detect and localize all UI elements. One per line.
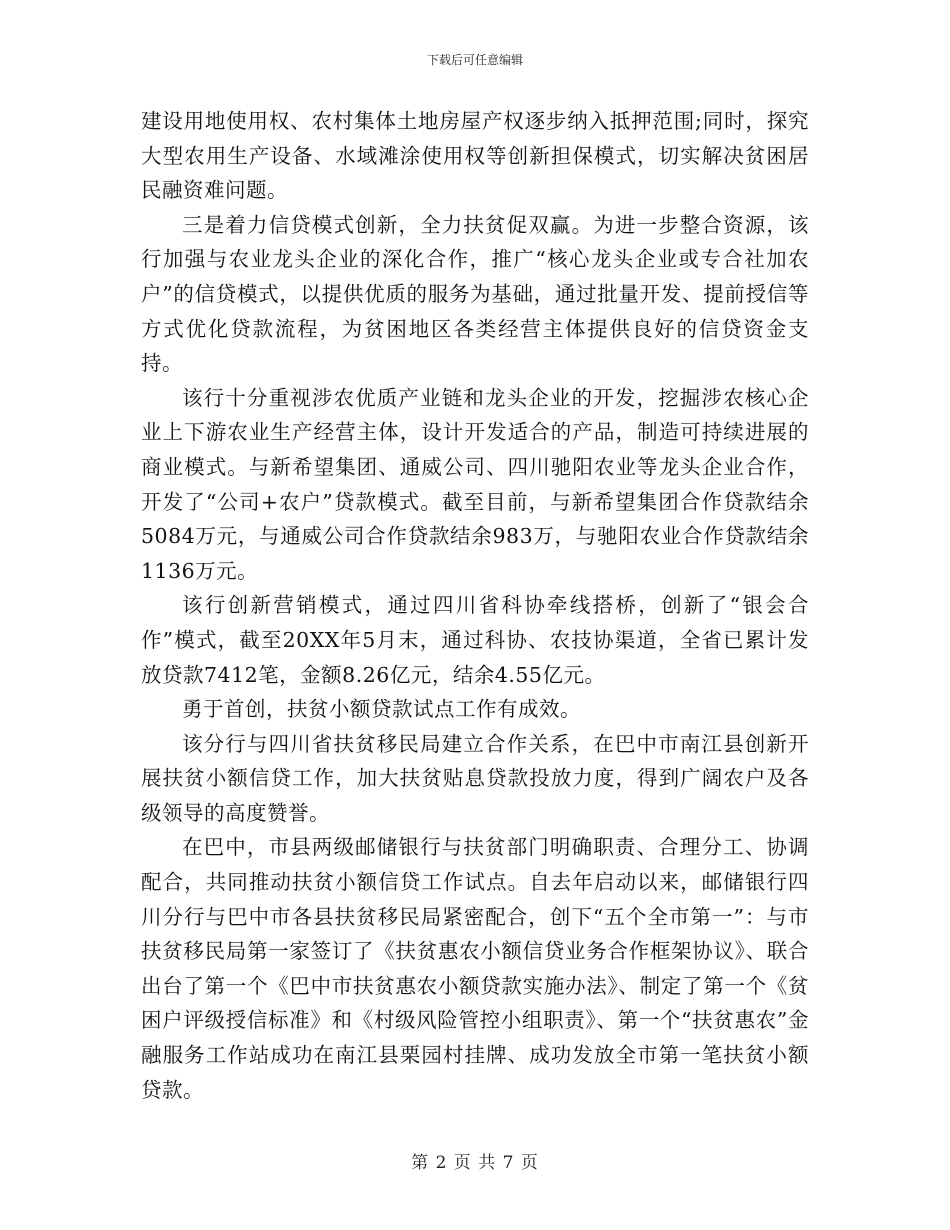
page-footer: 第 2 页 共 7 页 (411, 1153, 539, 1173)
paragraph: 三是着力信贷模式创新，全力扶贫促双赢。为进一步整合资源，该行加强与农业龙头企业的深化合作，推广“核心龙头企业或专合社加农户”的信贷模式，以提供优质的服务为基础，通过批量开发、提前授信等方式优化贷款流程，为贫困地区各类经营主体提供良好的信贷资金支持。 (141, 212, 809, 376)
page-header: 下载后可任意编辑 (426, 53, 523, 67)
section-heading: 勇于首创，扶贫小额贷款试点工作有成效。 (182, 697, 581, 722)
paragraph: 该行创新营销模式，通过四川省科协牵线搭桥，创新了“银会合作”模式，截至20XX年5月末，通过科协、农技协渠道，全省已累计发放贷款7412笔，金额8.26亿元，结余4.55亿元。 (141, 593, 809, 687)
paragraph: 在巴中，市县两级邮储银行与扶贫部门明确职责、合理分工、协调配合，共同推动扶贫小额信贷工作试点。自去年启动以来，邮储银行四川分行与巴中市各县扶贫移民局紧密配合，创下“五个全市第一”：与市扶贫移民局第一家签订了《扶贫惠农小额信贷业务合作框架协议》、联合出台了第一个《巴中市扶贫惠农小额贷款实施办法》、制定了第一个《贫困户评级授信标准》和《村级风险管控小组职责》、第一个“扶贫惠农”金融服务工作站成功在南江县栗园村挂牌、成功发放全市第一笔扶贫小额贷款。 (141, 835, 809, 1102)
paragraph-continuation: 建设用地使用权、农村集体土地房屋产权逐步纳入抵押范围;同时，探究大型农用生产设备、水域滩涂使用权等创新担保模式，切实解决贫困居民融资难问题。 (141, 109, 809, 203)
paragraph: 该分行与四川省扶贫移民局建立合作关系，在巴中市南江县创新开展扶贫小额信贷工作，加大扶贫贴息贷款投放力度，得到广阔农户及各级领导的高度赞誉。 (141, 731, 809, 825)
document-body (141, 104, 809, 1107)
paragraph: 该行十分重视涉农优质产业链和龙头企业的开发，挖掘涉农核心企业上下游农业生产经营主体，设计开发适合的产品，制造可持续进展的商业模式。与新希望集团、通威公司、四川驰阳农业等龙头企业合作，开发了“公司+农户”贷款模式。截至目前，与新希望集团合作贷款结余5084万元，与通威公司合作贷款结余983万，与驰阳农业合作贷款结余1136万元。 (141, 385, 809, 583)
